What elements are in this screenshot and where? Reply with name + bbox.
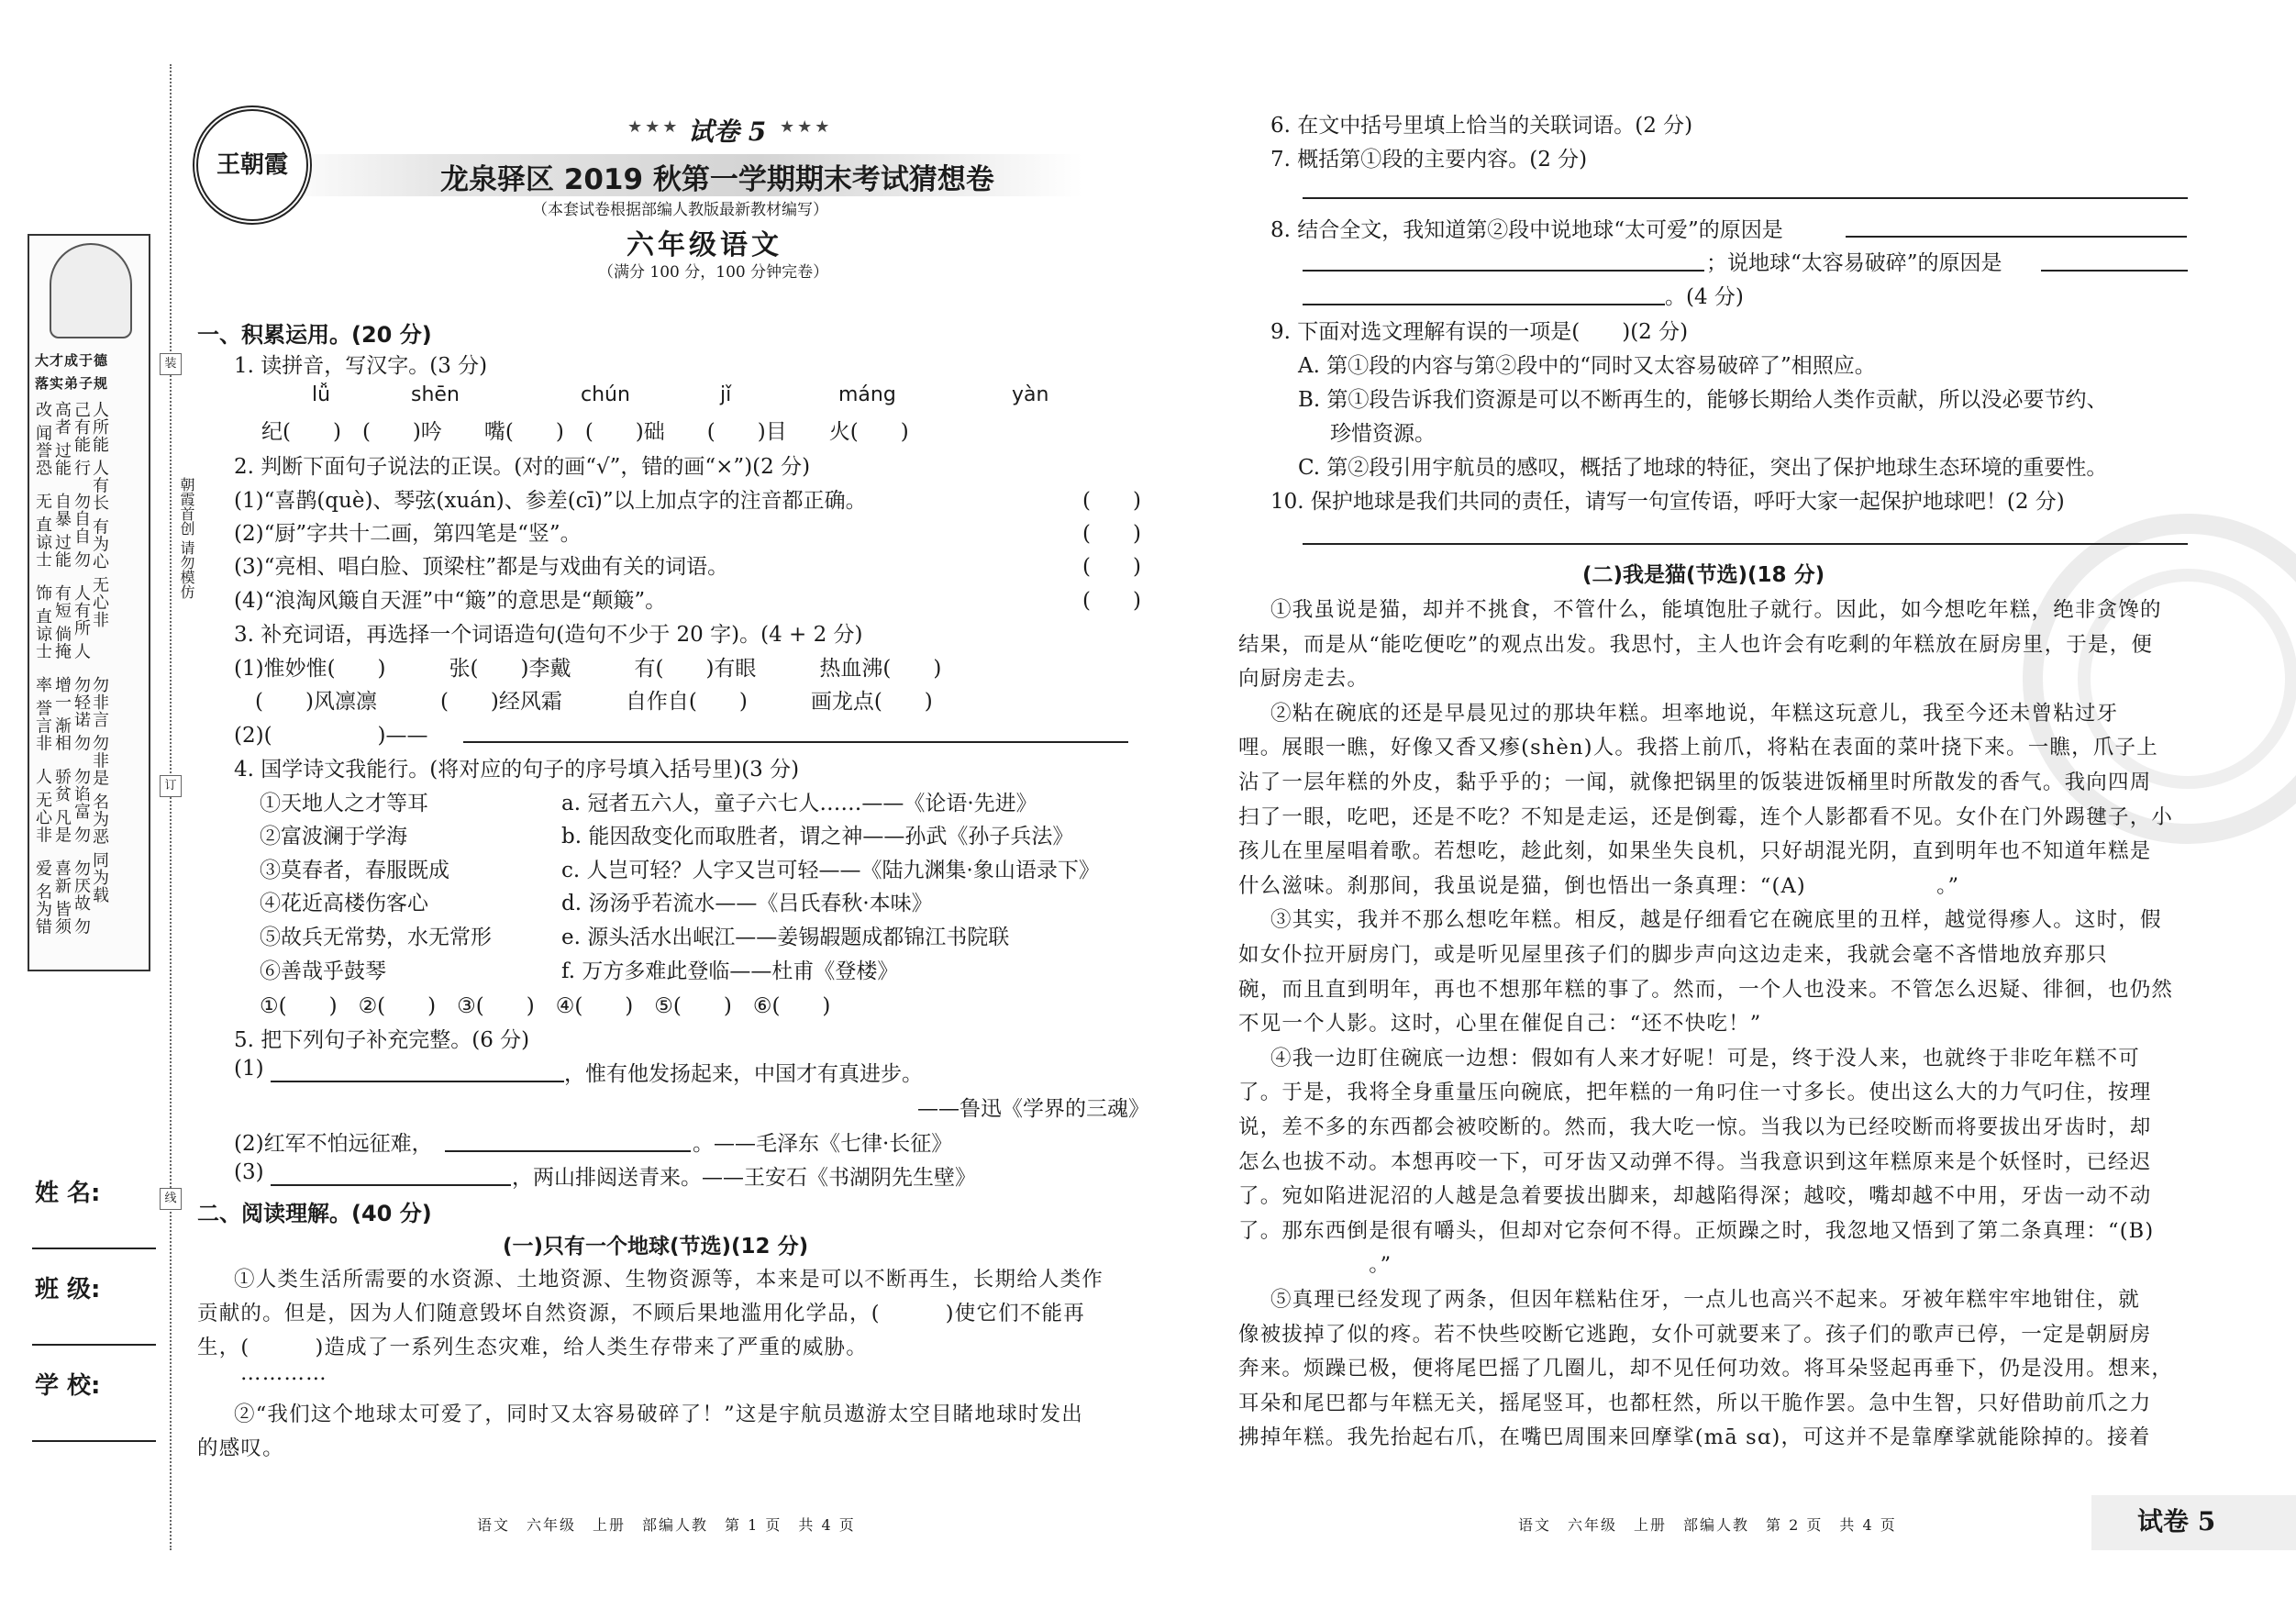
q7-answer-line[interactable] [1303,197,2188,199]
proverb: 人所能 人有长 有为心 无心非 [90,401,109,629]
proverb: 勿谄富 勿骄贫 凡是人 无心非 [33,768,91,844]
reading-2-line: 奔来。烦躁已极，便将尾巴摇了几圈儿，却不见任何功效。将耳朵竖起再垂下，仍是没用。想来， [1238,1357,2174,1381]
reading-2-line: ⑤真理已经发现了两条，但因年糕粘住牙，一点儿也高兴不起来。牙被年糕牢牢地钳住，就 [1270,1288,2141,1312]
reading-2-line: 什么滋味。刹那间，我虽说是猫，倒也悟出一条真理：“(A) 。” [1238,873,1960,898]
motto-line-1: 大才成于德 [35,352,109,369]
q4-right: b. 能因敌变化而取胜者，谓之神——孙武《孙子兵法》 [561,825,1074,848]
reading-2-line: ②粘在碗底的还是早晨见过的那块年糕。坦率地说，年糕这玩意儿，我至今还未曾粘过牙 [1270,701,2119,726]
stars-right-icon: ★★★ [780,117,833,137]
q4-left: ⑤故兵无常势，水无常形 [260,926,492,949]
section-1-heading: 一、积累运用。(20 分) [197,322,432,348]
q9-option-a: A. 第①段的内容与第②段中的“同时又太容易破碎了”相照应。 [1298,354,1876,378]
q3-row[interactable]: ( )风凛凛 ( )经风霜 自作自( ) 画龙点( ) [234,690,933,714]
pinyin: lǚ [312,383,331,406]
q2-answer[interactable]: ( ) [1082,522,1141,546]
reading-1-title: (一)只有一个地球(节选)(12 分) [503,1235,809,1259]
reading-2-line: 了。宛如陷进泥沼的人越是急着要拔出脚来，却越陷得深；越咬，嘴却越不中用，牙齿一动不动 [1238,1184,2152,1209]
q9-option-c: C. 第②段引用宇航员的感叹，概括了地球的特征，突出了保护地球生态环境的重要性。 [1298,456,2108,480]
proverb: 勿自自 勿自暴 过能无 直谅士 [33,493,91,569]
q3-text: 3. 补充词语，再选择一个词语造句(造句不少于 20 字)。(4 + 2 分) [234,623,863,647]
class-field[interactable] [32,1344,156,1346]
exam-badge-label: 试卷 5 [2137,1506,2216,1536]
reading-2-line: 扫了一眼，吃吧，还是不吃？不知是走运，还是倒霉，连个人影都看不见。女仆在门外踢毽子，小 [1238,804,2174,829]
motto-sidebar [28,234,150,971]
q4-left: ③莫春者，春服既成 [260,859,449,882]
q4-right: a. 冠者五六人，童子六七人……——《论语·先进》 [561,792,1037,815]
binding-line [170,64,172,1550]
q5-2-blank[interactable] [445,1150,691,1152]
q2-answer[interactable]: ( ) [1082,489,1141,513]
reading-2-line: 了。那东西倒是很有嚼头，但却对它奈何不得。正烦躁之时，我忽地又悟到了第二条真理：“(B) [1238,1218,2155,1243]
reading-2-title: (二)我是猫(节选)(18 分) [1582,563,1825,587]
q5-2-source: 。——毛泽东《七律·长征》 [693,1132,953,1156]
q2-item: (2)“厨”字共十二画，第四笔是“竖”。 [234,522,582,546]
q4-right: e. 源头活水出岷江——姜锡嘏题成都锦江书院联 [561,926,1010,949]
q8-score: 。(4 分) [1665,285,1744,309]
series-label: 试卷 5 [688,116,767,147]
reading-2-line: ①我虽说是猫，却并不挑食，不管什么，能填饱肚子就行。因此，如今想吃年糕，绝非贪馋的 [1270,598,2162,622]
q1-blanks[interactable]: 纪( ) ( )吟 嘴( ) ( )础 ( )目 火( ) [261,420,909,444]
pinyin: jǐ [720,383,732,406]
seal-xian: 线 [160,1188,182,1210]
q10-text: 10. 保护地球是我们共同的责任，请写一句宣传语，呼吁大家一起保护地球吧！(2 分) [1270,490,2065,514]
reading-2-line: 碗，而且直到明年，再也不想那年糕的事了。然而，一个人也没来。不管怎么迟疑、徘徊，也仍然 [1238,977,2174,1002]
subtitle: （本套试卷根据部编人教版最新教材编写） [532,201,828,219]
q4-left: ④花近高楼伤客心 [260,892,428,915]
q9-option-b: B. 第①段告诉我们资源是可以不断再生的，能够长期给人类作贡献，所以没必要节约、 [1298,388,2108,412]
name-label: 姓 名: [35,1180,101,1207]
q5-text: 5. 把下列句子补充完整。(6 分) [234,1028,530,1052]
pinyin: shēn [411,383,460,406]
q4-left: ②富波澜于学海 [260,825,407,848]
reading-2-line: ③其实，我并不那么想吃年糕。相反，越是仔细看它在碗底里的丑样，越觉得瘆人。这时，假 [1270,908,2162,933]
section-2-heading: 二、阅读理解。(40 分) [197,1201,432,1226]
proverb: 己有能 行高者 过能改 闻誉恐 [33,401,91,477]
q4-right: c. 人岂可轻？人字又岂可轻——《陆九渊集·象山语录下》 [561,859,1100,882]
q5-1-source: ——鲁迅《学界的三魂》 [917,1097,1149,1121]
q4-right: f. 万方多难此登临——杜甫《登楼》 [561,959,899,983]
q5-1-text: ，惟有他发扬起来，中国才有真进步。 [564,1062,923,1086]
q5-3-blank[interactable] [271,1184,511,1186]
name-field[interactable] [32,1248,156,1249]
reading-2-line: 向厨房走去。 [1238,667,1370,692]
q5-1-prefix: (1) [234,1057,264,1081]
q2-text: 2. 判断下面句子说法的正误。(对的画“√”，错的画“×”)(2 分) [234,455,811,479]
q5-3-text: ，两山排闼送青来。——王安石《书湖阴先生壁》 [512,1166,976,1190]
seal-ding: 订 [160,775,182,797]
q8-text-2: ；说地球“太容易破碎”的原因是 [1706,251,2002,275]
q1-text: 1. 读拼音，写汉字。(3 分) [234,354,488,378]
q3-row[interactable]: (2)( )—— [234,724,428,748]
stars-left-icon: ★★★ [627,117,681,137]
proverb: 人有所 人有短 倘掩饰 直谅士 [33,584,91,660]
q2-answer[interactable]: ( ) [1082,589,1141,613]
q8-text: 8. 结合全文，我知道第②段中说地球“太可爱”的原因是 [1270,218,1783,242]
reading-1-ellipsis: ………… [240,1361,327,1385]
school-label: 学 校: [35,1372,101,1400]
pinyin: máng [838,383,896,406]
pinyin: chún [581,383,630,406]
reading-2-line: 沾了一层年糕的外皮，黏乎乎的；一闻，就像把锅里的饭装进饭桶里时所散发的香气。我向四周 [1238,771,2152,794]
q7-text: 7. 概括第①段的主要内容。(2 分) [1270,148,1588,172]
q8-blank-2[interactable] [1303,270,1704,272]
reading-2-line: 不见一个人影。这时，心里在催促自己：“还不快吃！” [1238,1012,1762,1037]
page-footer-right: 语文 六年级 上册 部编人教 第 2 页 共 4 页 [1518,1516,1897,1534]
q9-option-b-cont: 珍惜资源。 [1330,422,1436,446]
page-title: 龙泉驿区 2019 秋第一学期期末考试猜想卷 [440,163,994,196]
reading-2-line: 耳朵和尾巴都与年糕无关，摇尾竖耳，也都枉然，所以干脆作罢。急中生智，只好借助前爪之力 [1238,1391,2152,1415]
reading-2-line: 哩。展眼一瞧，好像又香又瘆(shèn)人。我搭上前爪，将粘在表面的菜叶挠下来。一瞧，爪子上 [1238,736,2158,760]
q8-blank-4[interactable] [1303,304,1665,305]
proverb: 勿非言 勿非是 名为恶 同为载 [90,676,109,904]
q9-text: 9. 下面对选文理解有误的一项是( )(2 分) [1270,320,1689,344]
reading-1-line: 生，( )造成了一系列生态灾难，给人类生存带来了严重的威胁。 [197,1336,868,1359]
proverb: 勿轻诺 勿增一 渐相率 誉言非 [33,676,91,752]
reading-2-line: 怎么也拔不动。本想再咬一下，可牙齿又动弹不得。当我意识到这年糕原来是个妖怪时，已经迟 [1238,1149,2152,1174]
q3-row[interactable]: (1)惟妙惟( ) 张( )李戴 有( )有眼 热血沸( ) [234,657,942,681]
reading-1-line: ②“我们这个地球太可爱了，同时又太容易破碎了！”这是宇航员遨游太空目睹地球时发出 [234,1403,1084,1426]
q10-answer-line[interactable] [1303,543,2188,545]
q2-item: (1)“喜鹊(què)、琴弦(xuán)、参差(cī)”以上加点字的注音都正确。 [234,489,867,513]
reading-2-line: 孩儿在里屋唱着歌。若想吃，趁此刻，如果坐失良机，只好胡混光阴，直到明年也不知道年糕是 [1238,839,2152,864]
page-footer-left: 语文 六年级 上册 部编人教 第 1 页 共 4 页 [477,1516,856,1534]
seal-zhuang: 装 [160,353,182,375]
q8-blank-1[interactable] [1846,236,2187,238]
q5-3-prefix: (3) [234,1160,264,1184]
q2-item: (3)“亮相、唱白脸、顶梁柱”都是与戏曲有关的词语。 [234,555,729,579]
reading-1-line: ①人类生活所需要的水资源、土地资源、生物资源等，本来是可以不断再生，长期给人类作 [234,1268,1104,1292]
q4-answers[interactable]: ①( ) ②( ) ③( ) ④( ) ⑤( ) ⑥( ) [260,994,831,1018]
reading-2-line: 拂掉年糕。我先抬起右爪，在嘴巴周围来回摩挲(mā sɑ)，可这并不是靠摩挲就能除掉的。接着 [1238,1425,2151,1450]
reading-1-line: 贡献的。但是，因为人们随意毁坏自然资源，不顾后果地滥用化学品，( )使它们不能再 [197,1302,1085,1325]
pinyin: yàn [1012,383,1049,406]
q3-sentence-line[interactable] [463,741,1128,743]
q8-blank-3[interactable] [2041,270,2188,272]
reading-2-line: 结果，而是从“能吃便吃”的观点出发。我思忖，主人也许会有吃剩的年糕放在厨房里，于是，便 [1238,632,2154,657]
reading-2-line: ④我一边盯住碗底一边想：假如有人来才好呢！可是，终于没人来，也就终于非吃年糕不可 [1270,1046,2141,1070]
reading-2-line: 说，差不多的东西都会被咬断的。然而，我大吃一惊。当我以为已经咬断而将要拔出牙齿时，却 [1238,1115,2152,1139]
q4-left: ①天地人之才等耳 [260,792,428,815]
vertical-note: 朝霞首创 请勿模仿 [178,477,195,600]
school-field[interactable] [32,1440,156,1442]
q2-answer[interactable]: ( ) [1082,555,1141,579]
reading-2-line: 像被拔掉了似的疼。若不快些咬断它逃跑，女仆可就要来了。孩子们的歌声已停，一定是朝厨房 [1238,1322,2152,1347]
reading-2-line: 了。于是，我将全身重量压向碗底，把年糕的一角叼住一寸多长。使出这么大的力气叼住，按理 [1238,1081,2152,1105]
q4-text: 4. 国学诗文我能行。(将对应的句子的序号填入括号里)(3 分) [234,758,800,782]
motto-line-2: 落实弟子规 [35,375,109,392]
class-label: 班 级: [35,1276,101,1303]
publisher-logo-icon: 王朝霞 [193,105,312,225]
q2-item: (4)“浪淘风簸自天涯”中“簸”的意思是“颠簸”。 [234,589,667,613]
q5-2-text: (2)红军不怕远征难， [234,1132,433,1156]
grade-subject: 六年级语文 [627,229,782,261]
q4-left: ⑥善哉乎鼓琴 [260,959,386,983]
scholar-portrait-icon [50,243,132,338]
reading-1-line: 的感叹。 [197,1436,284,1460]
q6-text: 6. 在文中括号里填上恰当的关联词语。(2 分) [1270,114,1693,138]
reading-2-line: 如女仆拉开厨房门，或是听见屋里孩子们的脚步声向这边走来，我就会毫不吝惜地放弃那只 [1238,943,2109,967]
q4-right: d. 汤汤乎若流水——《吕氏春秋·本味》 [561,892,933,915]
proverb: 勿厌故 勿喜新 皆须爱 名为错 [33,859,91,936]
reading-2-line: 。” [1238,1253,1392,1278]
q5-1-blank[interactable] [271,1081,564,1082]
score-time: （满分 100 分，100 分钟完卷） [598,263,829,282]
